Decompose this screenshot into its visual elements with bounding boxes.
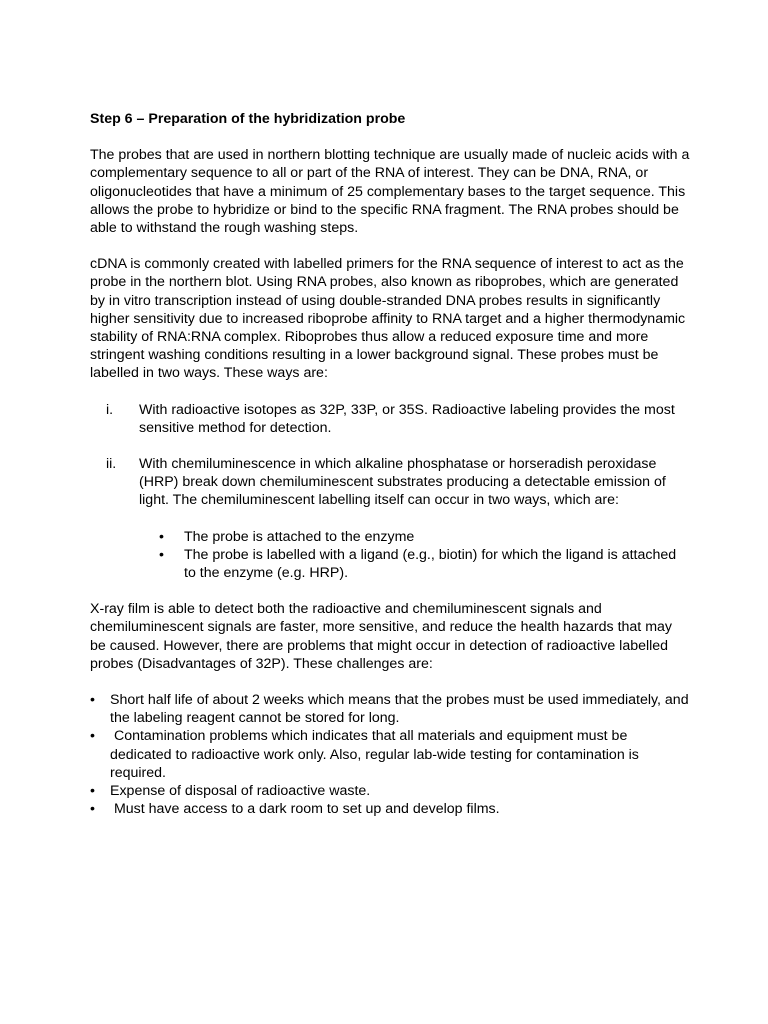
challenge-text: Must have access to a dark room to set up and develop films. (110, 801, 500, 818)
bullet-icon: • (90, 692, 95, 709)
labelling-methods-list (90, 401, 690, 583)
challenge-item (90, 691, 690, 727)
sub-list-item (139, 546, 690, 582)
list-marker: ii. (106, 456, 117, 473)
section-heading: Step 6 – Preparation of the hybridization probe (90, 111, 406, 127)
paragraph-xray-film: X-ray film is able to detect both the radioactive and chemiluminescent signals and chemiluminescent signals are faster, more sensitive, and reduce the health hazards that may be caused. However, there are problems that might occur in detection of radioactive labelled probes (Disadvantages of 32P). These challenges are: (90, 601, 672, 672)
paragraph-probes-intro: The probes that are used in northern blotting technique are usually made of nucleic acids with a complementary sequence to all or part of the RNA of interest. They can be DNA, RNA, or oligonucleotides that have a minimum of 25 complementary bases to the target sequence. This allows the probe to hybridize or bind to the specific RNA fragment. The RNA probes should be able to withstand the rough washing steps. (90, 147, 690, 237)
bullet-icon: • (90, 801, 95, 818)
labelling-method-chemiluminescence (90, 455, 690, 582)
paragraph-cdna-riboprobes: cDNA is commonly created with labelled primers for the RNA sequence of interest to act as the probe in the northern blot. Using RNA probes, also known as riboprobes, which are generated by in vitro transcription instead of using double-stranded DNA probes results in significantly higher sensitivity due to increased riboprobe affinity to RNA target and a higher thermodynamic stability of RNA:RNA complex. Riboprobes thus allow a reduced exposure time and more stringent washing conditions resulting in a lower background signal. These probes must be labelled in two ways. These ways are: (90, 256, 686, 382)
list-item-text: With chemiluminescence in which alkaline phosphatase or horseradish peroxidase (HRP) break down chemiluminescent substrates producing a detectable emission of light. The chemiluminescent labelling itself can occur in two ways, which are: (139, 456, 666, 509)
bullet-icon: • (159, 546, 164, 563)
challenge-item (90, 782, 690, 800)
list-item-text: With radioactive isotopes as 32P, 33P, or 35S. Radioactive labeling provides the most sensitive method for detection. (139, 401, 675, 436)
labelling-method-radioactive (90, 401, 690, 437)
sub-list-item-text: The probe is labelled with a ligand (e.g., biotin) for which the ligand is attached to the enzyme (e.g. HRP). (184, 546, 677, 582)
challenges-list (90, 691, 690, 818)
challenge-text: Contamination problems which indicates that all materials and equipment must be dedicated to radioactive work only. Also, regular lab-wide testing for contamination is required. (110, 728, 643, 781)
bullet-icon: • (159, 528, 164, 545)
sub-list-item (139, 528, 690, 546)
bullet-icon: • (90, 728, 95, 745)
list-marker: i. (106, 401, 114, 418)
sub-list-item-text: The probe is attached to the enzyme (184, 528, 415, 545)
bullet-icon: • (90, 783, 95, 800)
chemiluminescent-ways-list (139, 528, 690, 583)
document-content (90, 110, 690, 819)
challenge-text: Expense of disposal of radioactive waste. (110, 783, 371, 800)
challenge-item (90, 800, 690, 818)
challenge-item (90, 727, 690, 782)
challenge-text: Short half life of about 2 weeks which means that the probes must be used immediately, and the labeling reagent cannot be stored for long. (110, 692, 689, 727)
